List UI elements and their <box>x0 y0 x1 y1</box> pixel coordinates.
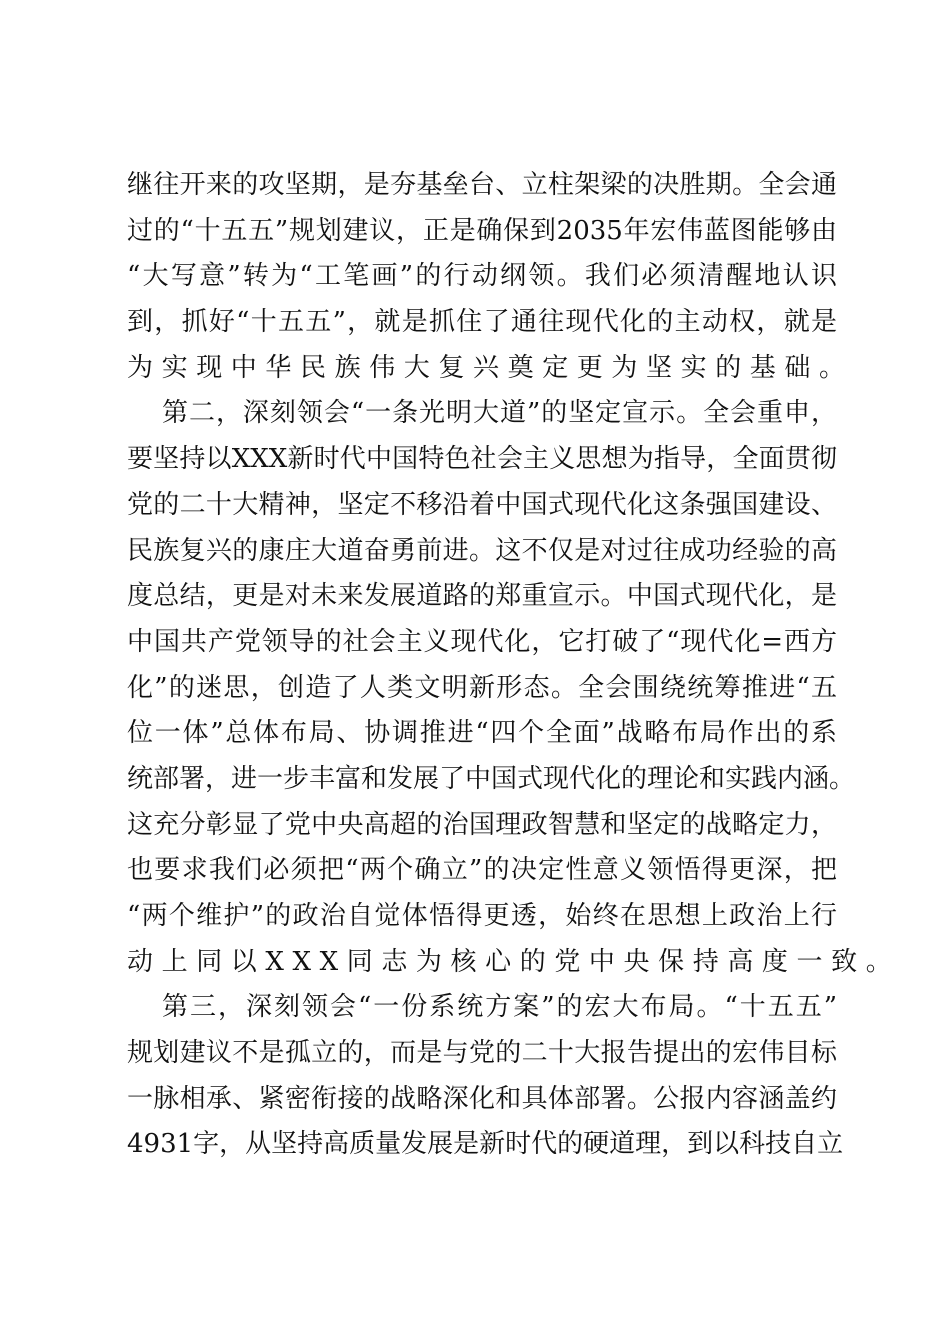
paragraph-continuation <box>127 163 854 391</box>
text-line: 统部署，进一步丰富和发展了中国式现代化的理论和实践内涵。 <box>127 763 856 794</box>
text-line-indented: 第三，深刻领会“一份系统方案”的宏大布局。“十五五” <box>162 992 837 1023</box>
document-body <box>127 163 901 1168</box>
text-line: 中国共产党领导的社会主义现代化，它打破了“现代化=西方 <box>127 626 837 657</box>
text-line: 一脉相承、紧密衔接的战略深化和具体部署。公报内容涵盖约 <box>127 1083 837 1114</box>
text-line: 党的二十大精神，坚定不移沿着中国式现代化这条强国建设、 <box>127 489 837 520</box>
text-line: 民族复兴的康庄大道奋勇前进。这不仅是对过往成功经验的高 <box>127 535 837 566</box>
text-line: 度总结，更是对未来发展道路的郑重宣示。中国式现代化，是 <box>127 581 837 612</box>
text-line: 要坚持以XXX新时代中国特色社会主义思想为指导，全面贯彻 <box>127 444 837 475</box>
text-line: 化”的迷思，创造了人类文明新形态。全会围绕统筹推进“五 <box>127 672 837 703</box>
paragraph-second-point <box>127 391 901 985</box>
text-line-indented: 第二，深刻领会“一条光明大道”的坚定宣示。全会重申， <box>162 398 837 429</box>
text-line: 过的“十五五”规划建议，正是确保到2035年宏伟蓝图能够由 <box>127 215 837 246</box>
text-line: 规划建议不是孤立的，而是与党的二十大报告提出的宏伟目标 <box>127 1038 837 1069</box>
text-line: 位一体”总体布局、协调推进“四个全面”战略布局作出的系 <box>127 718 837 749</box>
text-line: 4931字，从坚持高质量发展是新时代的硬道理，到以科技自立 <box>127 1129 844 1160</box>
text-line: “大写意”转为“工笔画”的行动纲领。我们必须清醒地认识 <box>127 261 837 292</box>
text-line: 也要求我们必须把“两个确立”的决定性意义领悟得更深，把 <box>127 855 837 886</box>
text-line: 到，抓好“十五五”，就是抓住了通往现代化的主动权，就是 <box>127 307 837 338</box>
text-line: “两个维护”的政治自觉体悟得更透，始终在思想上政治上行 <box>127 901 837 931</box>
paragraph-third-point <box>127 985 844 1168</box>
text-line: 为实现中华民族伟大复兴奠定更为坚实的基础。 <box>127 352 854 383</box>
text-line: 动上同以XXX同志为核心的党中央保持高度一致。 <box>127 946 901 977</box>
text-line: 这充分彰显了党中央高超的治国理政智慧和坚定的战略定力， <box>127 809 837 840</box>
text-line: 继往开来的攻坚期，是夯基垒台、立柱架梁的决胜期。全会通 <box>127 170 837 200</box>
